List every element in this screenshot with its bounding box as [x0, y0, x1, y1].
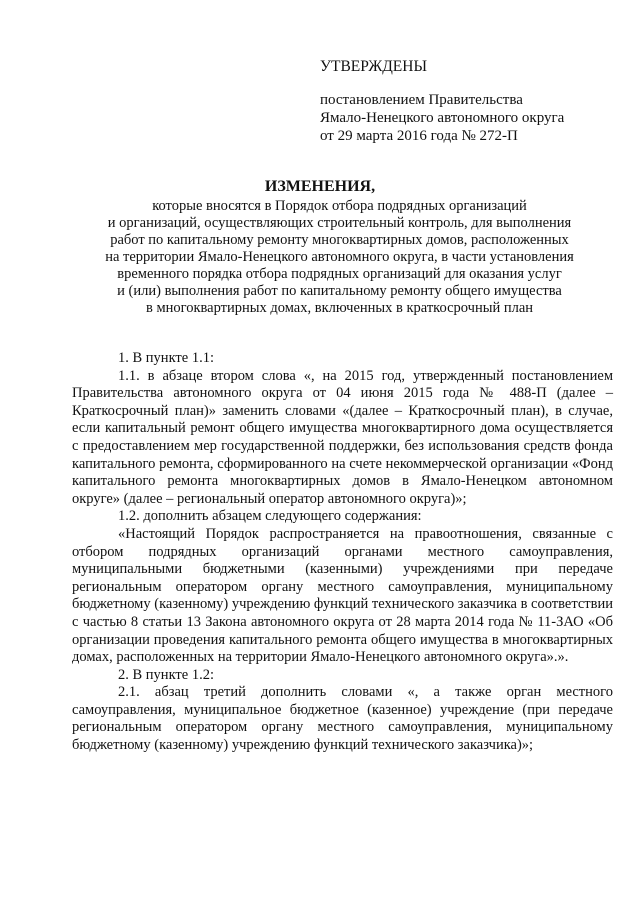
approval-block — [320, 58, 620, 145]
approval-line: постановлением Правительства — [320, 92, 523, 108]
subtitle-line: работ по капитальному ремонту многоквартирных домов, расположенных — [110, 232, 569, 248]
approval-title: УТВЕРЖДЕНЫ — [320, 58, 427, 75]
paragraph-quoted-text: «Настоящий Порядок распространяется на правоотношения, связанные с отбором подрядных организаций органами местного самоуправления, муниципальными бюджетными (казенными) учреждениями при передаче региональным оператором органу местного самоуправления, муниципальному бюджетному (казенному) учреждению функций технического заказчика в соответствии с частью 8 статьи 13 Закона автономного округа от 28 марта 2014 года № 11-ЗАО «Об организации проведения капитального ремонта общего имущества в многоквартирных домах, расположенных на территории Ямало-Ненецкого автономного округа».». — [72, 525, 613, 666]
document-body — [72, 350, 613, 755]
document-subtitle — [72, 198, 607, 317]
paragraph-item-1-1: 1.1. в абзаце втором слова «, на 2015 год, утвержденный постановлением Правительства автономного округа от 04 июня 2015 года № 488-П (далее – Краткосрочный план)» заменить словами «(далее – Краткосрочный план), в случае, если капитальный ремонт общего имущества многоквартирного дома осуществляется с предоставлением мер государственной поддержки, без использования средств фонда капитального ремонта, сформированного на счете некоммерческой организации «Фонд капитального ремонта многоквартирных домов в Ямало-Ненецком автономном округе» (далее – региональный оператор автономного округа)»; — [72, 367, 613, 507]
paragraph-item-1-2: 1.2. дополнить абзацем следующего содержания: — [118, 508, 422, 525]
subtitle-line: и (или) выполнения работ по капитальному ремонту общего имущества — [117, 283, 562, 299]
document-title: ИЗМЕНЕНИЯ, — [264, 178, 376, 195]
subtitle-line: временного порядка отбора подрядных организаций для оказания услуг — [117, 266, 562, 282]
subtitle-line: и организаций, осуществляющих строительный контроль, для выполнения — [107, 215, 572, 231]
subtitle-line: в многоквартирных домах, включенных в краткосрочный план — [145, 300, 534, 316]
paragraph-item-2: 2. В пункте 1.2: — [118, 666, 214, 683]
paragraph-item-1: 1. В пункте 1.1: — [118, 350, 214, 366]
subtitle-line: которые вносятся в Порядок отбора подрядных организаций — [152, 198, 527, 214]
paragraph-item-2-1: 2.1. абзац третий дополнить словами «, а также орган местного самоуправления, муниципальное бюджетное (казенное) учреждение (при передаче региональным оператором органу местного самоуправления, муниципальному бюджетному (казенному) учреждению функций технического заказчика)»; — [72, 684, 613, 754]
approval-line: Ямало-Ненецкого автономного округа — [320, 110, 565, 126]
subtitle-line: на территории Ямало-Ненецкого автономного округа, в части установления — [105, 249, 574, 265]
approval-date-line: от 29 марта 2016 года № 272-П — [320, 128, 518, 144]
